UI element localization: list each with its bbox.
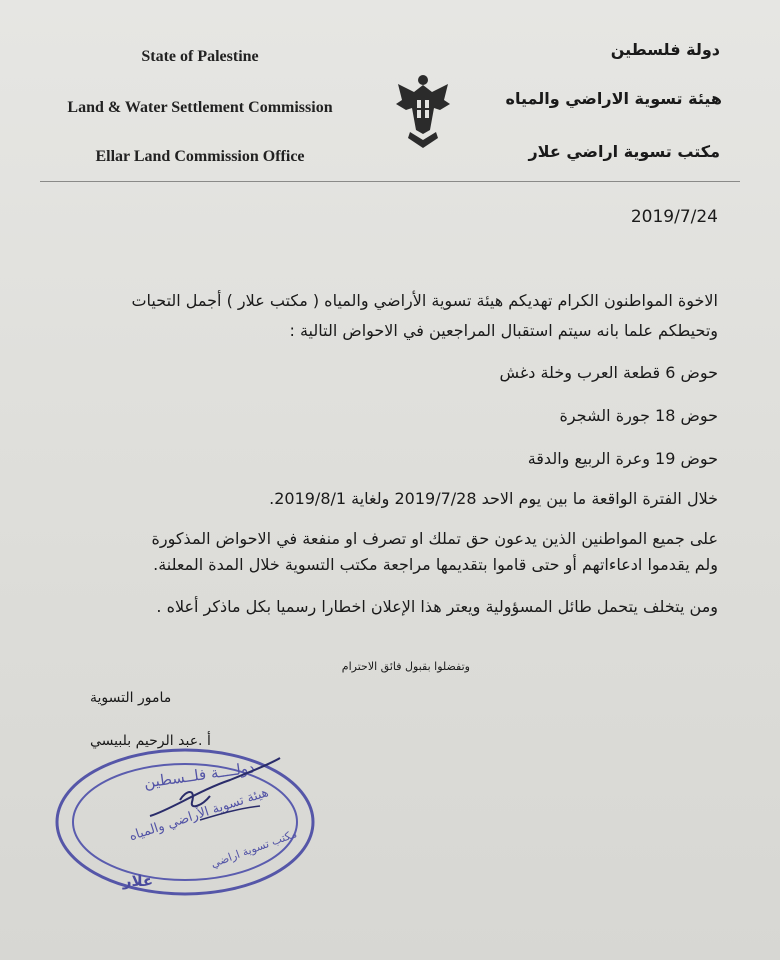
signatory-title: مامور التسوية — [90, 690, 172, 706]
header-en-line-2: Land & Water Settlement Commission — [67, 99, 333, 116]
eagle-emblem-icon — [392, 70, 454, 154]
basin-item-19: حوض 19 وعرة الربيع والدقة — [527, 449, 718, 468]
intro-line-2: وتحيطكم علما بانه سيتم استقبال المراجعين في الاحواض التالية : — [289, 321, 718, 340]
handwritten-signature — [140, 750, 290, 830]
notice-line-2: ولم يقدموا ادعاءاتهم أو حتى قاموا بتقديمها مراجعة مكتب التسوية خلال المدة المعلنة. — [153, 555, 718, 574]
header-en-line-3: Ellar Land Commission Office — [95, 148, 305, 165]
closing-text: وتفضلوا بقبول فائق الاحترام — [341, 660, 470, 673]
letter-date: 2019/7/24 — [630, 207, 718, 227]
warning-text: ومن يتخلف يتحمل طائل المسؤولية ويعتر هذا الإعلان اخطارا رسميا بكل ماذكر أعلاه . — [156, 597, 718, 616]
header-ar-line-2: هيئة تسوية الاراضي والمياه — [505, 89, 722, 108]
basin-item-18: حوض 18 جورة الشجرة — [559, 406, 718, 425]
stamp-text-3: مكتب تسوية اراضي — [209, 827, 299, 871]
header-divider — [40, 181, 740, 182]
header-en-line-1: State of Palestine — [141, 48, 259, 65]
signatory-name: أ .عبد الرحيم بلبيسي — [90, 733, 211, 749]
header-ar-line-1: دولة فلسطين — [610, 40, 720, 59]
stamp-text-4: علار — [122, 872, 154, 890]
basin-item-6: حوض 6 قطعة العرب وخلة دغش — [499, 363, 718, 382]
header-ar-line-3: مكتب تسوية اراضي علار — [528, 142, 720, 161]
stamp-text-2: هيئة تسوية الأراضي والمياه — [127, 785, 271, 845]
intro-line-1: الاخوة المواطنون الكرام تهديكم هيئة تسوية الأراضي والمياه ( مكتب علار ) أجمل التحيات — [131, 291, 718, 310]
notice-line-1: على جميع المواطنين الذين يدعون حق تملك او تصرف او منفعة في الاحواض المذكورة — [151, 529, 718, 548]
period-text: خلال الفترة الواقعة ما بين يوم الاحد 2019/7/28 ولغاية 2019/8/1. — [269, 489, 718, 508]
stamp-text-1: دولــــة فلــسطين — [142, 758, 256, 792]
